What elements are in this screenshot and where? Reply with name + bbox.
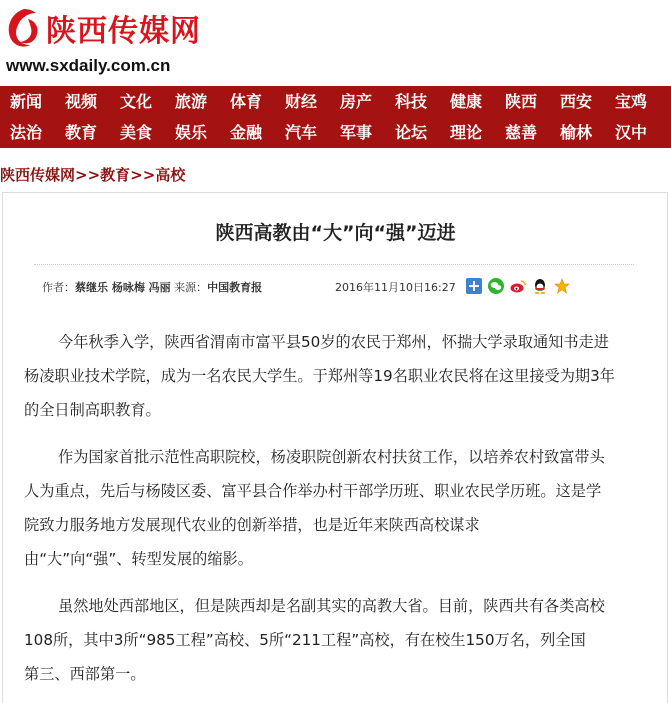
nav-item[interactable]: 汽车 <box>285 123 318 142</box>
site-url: www.sxdaily.com.cn <box>6 56 171 75</box>
weibo-icon[interactable] <box>510 278 526 294</box>
paragraph-text: 作为国家首批示范性高职院校，杨凌职院创新农村扶贫工作，以培养农村致富带头 <box>58 448 605 466</box>
nav-item[interactable]: 金融 <box>230 123 263 142</box>
paragraph-text: 由“大”向“强”、转型发展的缩影。 <box>24 550 253 568</box>
paragraph-text: 的全日制高职教育。 <box>24 401 161 419</box>
publish-datetime: 2016年11月10日16:27 <box>335 281 456 294</box>
nav-item[interactable]: 西安 <box>560 92 593 111</box>
nav-row-1 <box>0 86 671 117</box>
paragraph-line <box>24 508 648 542</box>
paragraph-text: 第三、西部第一。 <box>24 665 146 683</box>
nav-item[interactable]: 视频 <box>65 92 98 111</box>
article-paragraph-2 <box>24 440 648 576</box>
wechat-icon[interactable] <box>488 278 504 294</box>
nav-item[interactable]: 论坛 <box>395 123 428 142</box>
paragraph-line <box>24 393 648 427</box>
breadcrumb <box>0 164 185 185</box>
source-label: 来源： <box>174 281 208 294</box>
nav-item[interactable]: 宝鸡 <box>615 92 648 111</box>
logo-swirl-icon <box>4 7 44 49</box>
share-bar <box>466 278 570 294</box>
nav-item[interactable]: 新闻 <box>10 92 43 111</box>
nav-item[interactable]: 榆林 <box>560 123 593 142</box>
paragraph-line <box>24 623 648 657</box>
paragraph-line <box>24 474 648 508</box>
nav-item[interactable]: 文化 <box>120 92 153 111</box>
nav-item[interactable]: 理论 <box>450 123 483 142</box>
paragraph-line <box>24 440 648 474</box>
paragraph-text: 院致力服务地方发展现代农业的创新举措，也是近年来陕西高校谋求 <box>24 516 480 534</box>
nav-item[interactable]: 健康 <box>450 92 483 111</box>
main-nav <box>0 86 671 148</box>
nav-item[interactable]: 陕西 <box>505 92 538 111</box>
nav-item[interactable]: 教育 <box>65 123 98 142</box>
breadcrumb-education[interactable]: 教育 <box>100 166 131 184</box>
title-divider <box>34 264 634 265</box>
nav-item[interactable]: 财经 <box>285 92 318 111</box>
nav-item[interactable]: 科技 <box>395 92 428 111</box>
nav-row-2 <box>0 117 671 148</box>
nav-item[interactable]: 军事 <box>340 123 373 142</box>
paragraph-text: 杨凌职业技术学院，成为一名农民大学生。于郑州等19名职业农民将在这里接受为期3年 <box>24 367 615 385</box>
nav-item[interactable]: 娱乐 <box>175 123 208 142</box>
paragraph-text: 今年秋季入学，陕西省渭南市富平县50岁的农民于郑州，怀揣大学录取通知书走进 <box>58 333 609 351</box>
nav-item[interactable]: 房产 <box>340 92 373 111</box>
breadcrumb-home[interactable]: 陕西传媒网 <box>0 166 76 184</box>
qq-icon[interactable] <box>532 278 548 294</box>
paragraph-line <box>24 589 648 623</box>
nav-item[interactable]: 法治 <box>10 123 43 142</box>
paragraph-line <box>24 325 648 359</box>
author-names: 蔡继乐 杨咏梅 冯丽 <box>75 281 171 294</box>
nav-item[interactable]: 体育 <box>230 92 263 111</box>
paragraph-text: 108所，其中3所“985工程”高校、5所“211工程”高校，有在校生150万名，列全国 <box>24 631 586 649</box>
site-logo-text: 陕西传媒网 <box>46 14 201 49</box>
author-label: 作者： <box>42 281 75 294</box>
breadcrumb-separator: >> <box>75 166 101 184</box>
paragraph-text: 虽然地处西部地区，但是陕西却是名副其实的高教大省。目前，陕西共有各类高校 <box>58 597 605 615</box>
article-paragraph-3 <box>24 589 648 691</box>
paragraph-line <box>24 359 648 393</box>
article-title: 陕西高教由“大”向“强”迈进 <box>215 222 456 244</box>
source-name: 中国教育报 <box>207 281 263 294</box>
nav-item[interactable]: 美食 <box>120 123 153 142</box>
nav-item[interactable]: 旅游 <box>175 92 208 111</box>
paragraph-line <box>24 542 648 576</box>
article-paragraph-1 <box>24 325 648 427</box>
favorite-star-icon[interactable] <box>554 278 570 294</box>
nav-item[interactable]: 慈善 <box>505 123 538 142</box>
paragraph-line <box>24 657 648 691</box>
site-header <box>0 0 671 86</box>
breadcrumb-universities[interactable]: 高校 <box>155 166 186 184</box>
article-meta <box>42 279 262 295</box>
plus-share-icon[interactable] <box>466 278 482 294</box>
breadcrumb-separator: >> <box>130 166 156 184</box>
nav-item[interactable]: 汉中 <box>615 123 648 142</box>
site-logo[interactable] <box>4 6 201 50</box>
paragraph-text: 人为重点，先后与杨陵区委、富平县合作举办村干部学历班、职业农民学历班。这是学 <box>24 482 602 500</box>
